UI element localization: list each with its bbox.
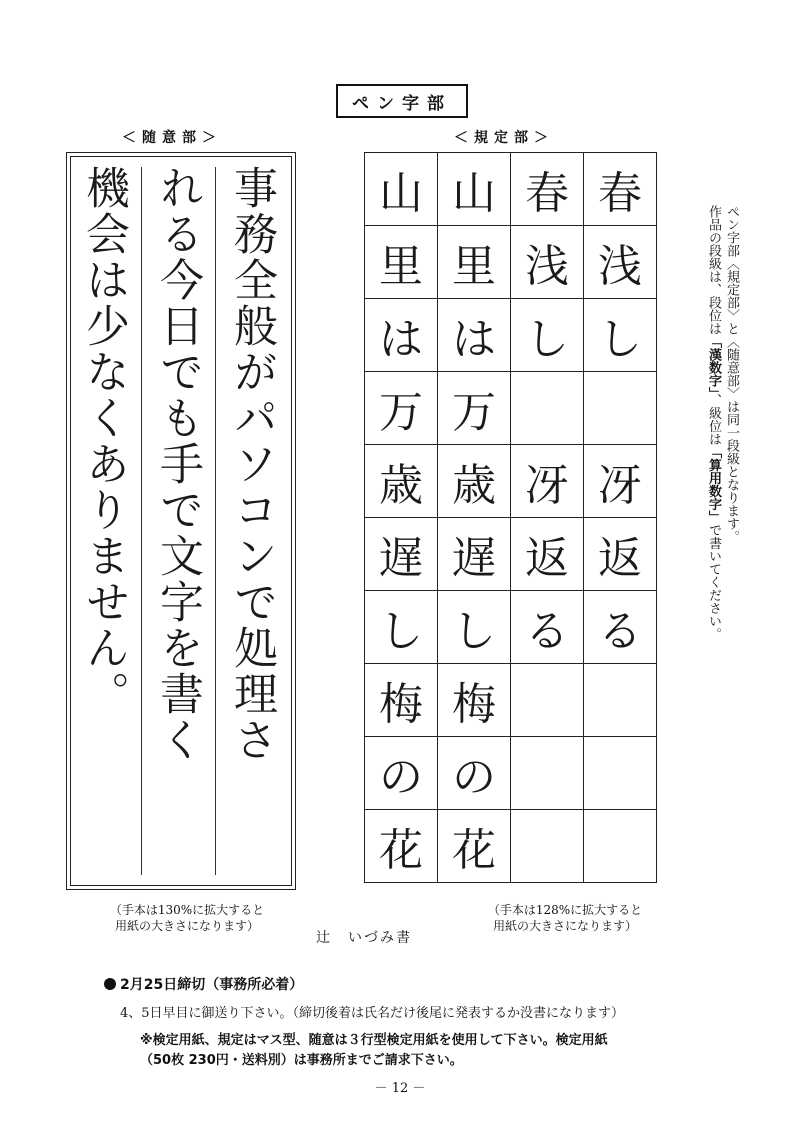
grid-row — [365, 664, 657, 737]
paper-info — [140, 1031, 608, 1071]
grid-cell — [511, 810, 584, 883]
free-note-line2: 用紙の大きさになります） — [114, 919, 259, 933]
grid-cell: 里 — [438, 226, 511, 299]
section-title: ペン字部 — [336, 84, 468, 118]
free-section-label: ＜随意部＞ — [122, 130, 222, 146]
free-note — [92, 902, 282, 934]
grid-cell: 里 — [365, 226, 438, 299]
grid-row — [365, 810, 657, 883]
deadline-text: 2月25日締切（事務所必着） — [120, 977, 304, 993]
grid-cell: る — [511, 591, 584, 664]
side-instruction-emphasis: 「算用数字」 — [706, 445, 721, 524]
free-column-3: 機会は少なくありません。 — [78, 165, 129, 717]
grid-cell: 万 — [365, 372, 438, 445]
grid-cell: 花 — [438, 810, 511, 883]
side-instruction-text: で書いてください。 — [706, 523, 721, 641]
author-credit: 辻 いづみ書 — [316, 930, 412, 946]
regulated-note — [470, 902, 660, 934]
column-divider — [141, 167, 142, 875]
grid-row — [365, 299, 657, 372]
paper-info-line2: （50枚 230円・送料別）は事務所までご請求下さい。 — [140, 1053, 463, 1068]
grid-cell: 遅 — [365, 518, 438, 591]
grid-row — [365, 737, 657, 810]
grid-row — [365, 445, 657, 518]
side-instruction-emphasis: 「漢数字」 — [706, 335, 721, 394]
grid-cell: 返 — [584, 518, 657, 591]
grid-cell: 歳 — [438, 445, 511, 518]
grid-cell: 浅 — [584, 226, 657, 299]
side-instruction-text: 作品の段級は、段位は — [706, 205, 721, 335]
grid-cell: 梅 — [365, 664, 438, 737]
grid-cell — [511, 372, 584, 445]
grid-cell — [584, 810, 657, 883]
grid-row — [365, 591, 657, 664]
grid-cell: し — [511, 299, 584, 372]
grid-cell: の — [365, 737, 438, 810]
grid-cell: は — [438, 299, 511, 372]
grid-cell: 冴 — [511, 445, 584, 518]
grid-cell — [584, 664, 657, 737]
grid-cell: 山 — [365, 153, 438, 226]
page-number: － 12 － — [374, 1081, 426, 1096]
grid-cell: 山 — [438, 153, 511, 226]
free-section-inner-frame — [70, 156, 292, 886]
regulated-note-line2: 用紙の大きさになります） — [492, 919, 637, 933]
grid-cell: 花 — [365, 810, 438, 883]
grid-cell: は — [365, 299, 438, 372]
free-column-2: れる今日でも手で文字を書く — [152, 165, 203, 763]
grid-cell: 梅 — [438, 664, 511, 737]
grid-cell: の — [438, 737, 511, 810]
grid-cell: 万 — [438, 372, 511, 445]
paper-info-line1: ※検定用紙、規定はマス型、随意は３行型検定用紙を使用して下さい。検定用紙 — [140, 1033, 608, 1048]
free-note-line1: （手本は130%に拡大すると — [109, 903, 265, 917]
grid-table — [364, 152, 657, 883]
grid-cell: 返 — [511, 518, 584, 591]
grid-cell — [584, 372, 657, 445]
grid-row — [365, 518, 657, 591]
grid-cell: 冴 — [584, 445, 657, 518]
grid-cell: る — [584, 591, 657, 664]
grid-cell: 浅 — [511, 226, 584, 299]
grid-cell: 春 — [584, 153, 657, 226]
grid-cell: 歳 — [365, 445, 438, 518]
submission-info: 4、5日早目に御送り下さい。（締切後着は氏名だけ後尾に発表するか没書になります） — [120, 1006, 625, 1021]
grid-cell: 遅 — [438, 518, 511, 591]
free-column-1: 事務全般がパソコンで処理さ — [226, 165, 277, 763]
side-instruction — [704, 205, 740, 685]
grid-cell: し — [438, 591, 511, 664]
side-instruction-line1: ペン字部〈規定部〉と〈随意部〉は同一段級となります。 — [724, 205, 739, 543]
side-instruction-text: 、級位は — [706, 393, 721, 446]
grid-cell — [511, 664, 584, 737]
grid-cell — [511, 737, 584, 810]
bullet-icon — [104, 978, 116, 990]
grid-cell — [584, 737, 657, 810]
deadline — [104, 974, 303, 994]
grid-cell: し — [365, 591, 438, 664]
column-divider — [215, 167, 216, 875]
grid-cell: し — [584, 299, 657, 372]
regulated-note-line1: （手本は128%に拡大すると — [487, 903, 643, 917]
regulated-grid — [364, 152, 660, 892]
grid-row — [365, 226, 657, 299]
regulated-section-label: ＜規定部＞ — [454, 130, 554, 146]
grid-row — [365, 372, 657, 445]
grid-row — [365, 153, 657, 226]
grid-cell: 春 — [511, 153, 584, 226]
free-section-box — [66, 152, 296, 890]
